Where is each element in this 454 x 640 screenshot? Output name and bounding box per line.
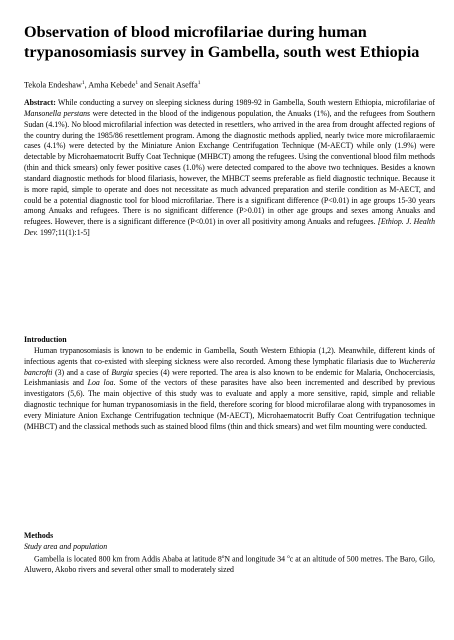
author-name: Senait Aseffa bbox=[154, 80, 198, 90]
paper-title: Observation of blood microfilariae during human trypanosomiasis survey in Gambella, south west Ethiopia bbox=[24, 23, 420, 61]
degree-mark: o bbox=[221, 554, 225, 560]
author-name: Tekola Endeshaw bbox=[24, 80, 82, 90]
journal-citation: [Ethiop. J. Health Dev. bbox=[24, 217, 435, 238]
abstract-text: While conducting a survey on sleeping sickness during 1989-92 in Gambella, South western Ethiopia, microfilariae of bbox=[55, 98, 435, 107]
citation-details: 1997;11(1):1-5] bbox=[38, 228, 90, 238]
body-text: (3) and a case of bbox=[52, 367, 112, 377]
species-name: Loa loa bbox=[87, 378, 114, 388]
species-name: Mansonella perstans bbox=[24, 108, 91, 118]
degree-mark: o bbox=[287, 554, 290, 560]
author-separator: , bbox=[84, 80, 89, 90]
introduction-section bbox=[24, 335, 435, 433]
body-text: Gambella is located 800 km from Addis Ababa at latitude 8 bbox=[34, 554, 222, 564]
affiliation-mark: 1 bbox=[81, 80, 85, 86]
author-line bbox=[24, 78, 434, 91]
species-name: Burgia bbox=[111, 367, 133, 377]
body-text: . Some of the vectors of these parasites have also been incremented and described by previous investigators (5,6). The main objective of this study was to evaluate and apply a more sensitive, rapid, simple and reliable diagnostic technique for human trypanosomiasis in the field, therefore scoring for blood microfilarae along with trypanosomes in every Miniature Anion Exchange Centrifugation technique (M-AECT), Microhaematocrit Buffy Coat Centrifugation technique (MHBCT) and the classical methods such as stained blood films (thin and thick smears) and wet film mounting were conducted. bbox=[24, 378, 435, 431]
body-text: Human trypanosomiasis is known to be endemic in Gambella, South Western Ethiopia (1,2). Meanwhile, different kinds of infectious agents that co-existed with sleeping sickness were also recorded. Among these lymphatic filariasis due to bbox=[24, 345, 435, 366]
affiliation-mark: 1 bbox=[135, 80, 139, 86]
methods-heading: Methods bbox=[24, 531, 54, 540]
methods-section bbox=[24, 531, 435, 576]
abstract bbox=[24, 98, 435, 239]
body-text: c at an altitude of 500 metres. The Baro, Gilo, Aluwero, Akobo rivers and several other small to moderately sized bbox=[24, 554, 435, 575]
abstract-text: were detected in the blood of the indigenous population, the Anuaks (1%), and the refugees from Southern Sudan (4.1%). No blood microfilarial infection was detected in resettlers, who arrived in the area from drought affected regions of the country during the 1985/86 resettlement program. Among the diagnostic methods applied, nearly twice more microfilaraemic cases (4.1%) were detected by the Miniature Anion Exchange Centrifugation Technique (M-AECT) while only (1.9%) were detectable by Microhaematocrit Buffy Coat Technique (MHBCT) among the refugees. Using the conventional blood film methods (thin and thick smears) only fewer positive cases (1.0%) were detected compared to the above two techniques. Besides a known standard diagnostic methods for blood filariasis, however, the MHBCT seems preferable as field diagnostic technique. Because it is more rapid, simple to operate and does not necessitate as much advanced preparation and sterile condition as M-AECT, and could be a potential diagnostic tool for blood microfilariae. There is a significant difference (P<0.01) in age groups 15-30 years among Anuaks and refugees. There is no significant difference (P>0.01) in other age groups and sexes among Anuaks and refugees. However, there is a significant difference (P<0.01) in over all positivity among Anuaks and refugees. bbox=[24, 108, 435, 227]
methods-subheading: Study area and population bbox=[24, 541, 108, 551]
methods-paragraph bbox=[24, 553, 435, 576]
author-name: Amha Kebede bbox=[88, 80, 136, 90]
introduction-heading: Introduction bbox=[24, 335, 67, 344]
affiliation-mark: 1 bbox=[197, 80, 201, 86]
introduction-paragraph bbox=[24, 346, 435, 433]
body-text: N and longitude 34 bbox=[224, 554, 288, 564]
species-name: Wuchereria bancrofti bbox=[24, 356, 435, 377]
body-text: species (4) were reported. The area is also known to be endemic for Malaria, Onchocerciasis, Leishmaniasis and bbox=[24, 367, 435, 388]
abstract-label: Abstract: bbox=[24, 98, 56, 107]
author-separator: and bbox=[138, 80, 154, 90]
